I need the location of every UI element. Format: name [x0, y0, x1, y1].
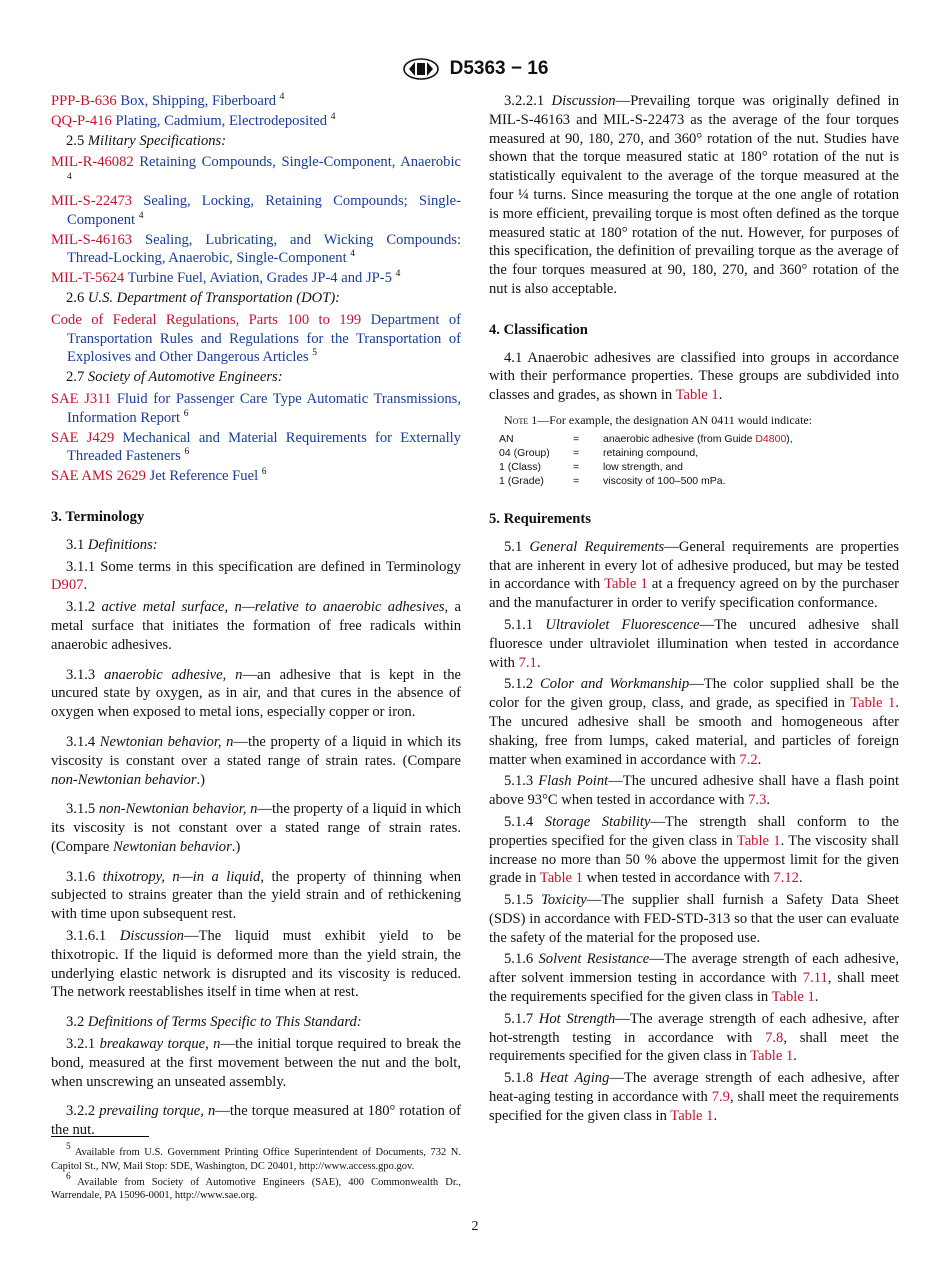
section-number: 5.1.3 — [504, 773, 539, 790]
paragraph-text: —The average strength of each adhesive, after hot-strength testing in accordance with — [489, 1010, 900, 1046]
designation-row — [499, 460, 793, 474]
section-3-1-6 — [51, 868, 461, 924]
link-7-1[interactable]: 7.1 — [518, 654, 537, 671]
section-number: 5.1.1 — [504, 616, 546, 633]
section-title: Society of Automotive Engineers: — [87, 369, 283, 386]
paragraph-text: —the property of a liquid in which its viscosity is constant over a stated range of strain rates. (Compare — [51, 733, 461, 769]
paragraph-text: , a metal surface that initiates the formation of free radicals within anaerobic adhesives. — [51, 599, 461, 653]
term: Discussion — [551, 93, 616, 109]
section-3-2 — [51, 1013, 461, 1032]
heading-requirements: 5. Requirements — [489, 510, 591, 527]
section-3-1-6-1 — [51, 927, 461, 1002]
reference-qq-p-416 — [51, 112, 461, 131]
reference-code[interactable]: MIL-R-46082 — [51, 154, 134, 171]
section-3-1-1 — [51, 558, 461, 596]
footnote-rule — [51, 1136, 149, 1137]
section-5-1-4 — [489, 813, 899, 888]
paragraph-text: —The strength shall conform to the properties specified for the given class in — [489, 813, 899, 849]
link-d4800[interactable]: D4800 — [755, 432, 787, 445]
paragraph-text: . — [798, 870, 803, 887]
section-3-1 — [51, 536, 461, 555]
reference-sae-j429 — [51, 429, 461, 467]
footnote-5 — [51, 1142, 461, 1174]
term: General Requirements — [529, 538, 665, 555]
link-7-3[interactable]: 7.3 — [748, 792, 767, 809]
paragraph-text: , shall meet the requirements specified for the given class in — [489, 1029, 899, 1065]
footnote-marker: 6 — [183, 408, 189, 419]
section-number: 2.5 — [66, 132, 88, 149]
reference-code[interactable]: MIL-S-22473 — [51, 192, 133, 209]
footnote-marker: 5 — [312, 348, 317, 359]
link-table-1[interactable]: Table 1 — [750, 1048, 794, 1065]
paragraph-text: —Prevailing torque was originally defined in MIL-S-46163 and MIL-S-22473 as the average of the four torques measured at 90, 180, 270, and 360° rotation of the nut. Studies have shown that the torque measured static at 180° rotation of the nut is statistically equivalent to the average of the torque measured at the four ¼ turns. Since measuring the torque at the one angle of rotation is more efficient, prevailing torque is most often defined as the torque measured static at 180° rotation of the nut. However, for purposes of this specification, the definition of prevailing torque as the average of the four torques measured at 90, 180, 270, and 360° rotation of the nut is also acceptable. — [489, 93, 899, 297]
designation-meaning: retaining compound, — [603, 446, 699, 459]
footnotes — [51, 1142, 461, 1205]
section-number: 5.1.2 — [504, 676, 540, 693]
link-7-11[interactable]: 7.11 — [802, 970, 828, 987]
section-number: 5.1 — [504, 538, 530, 555]
link-7-12[interactable]: 7.12 — [773, 870, 799, 887]
section-number: 3.1.3 — [66, 666, 105, 683]
section-5-1-5 — [489, 891, 899, 947]
designation-code: 04 (Group) — [499, 446, 550, 459]
reference-cfr — [51, 311, 461, 367]
paragraph-text: .) — [196, 771, 206, 788]
note-1 — [489, 413, 899, 428]
section-3-1-3 — [51, 666, 461, 722]
term: thixotropy, n—in a liquid — [102, 868, 261, 885]
reference-code[interactable]: PPP-B-636 — [51, 93, 117, 109]
section-4-1 — [489, 349, 899, 405]
footnote-6 — [51, 1171, 461, 1204]
link-table-1[interactable]: Table 1 — [736, 832, 781, 849]
term: Flash Point — [538, 773, 609, 790]
designation-row — [499, 432, 793, 446]
paragraph-text: . — [814, 989, 819, 1006]
section-5-1-2 — [489, 675, 899, 769]
heading-terminology: 3. Terminology — [51, 508, 145, 525]
footnote-text: Available from Society of Automotive Engineers (SAE), 400 Commonwealth Dr., Warrendale, PA 15096-0001, http://www.sae.org. — [51, 1176, 461, 1202]
equals-sign: = — [573, 474, 580, 487]
paragraph-text: . The uncured adhesive shall be smooth and homogeneous after shaking, free from lumps, caked material, and particles of foreign matter when examined in accordance with — [489, 695, 899, 768]
section-title: Definitions: — [87, 536, 158, 553]
paragraph-text: . — [713, 1107, 718, 1124]
link-7-2[interactable]: 7.2 — [739, 751, 758, 768]
paragraph-text: at a frequency agreed on by the purchaser and the manufacturer in order to verify specification conformance. — [489, 576, 899, 612]
page-header — [0, 58, 950, 80]
footnote-marker: 4 — [350, 249, 356, 260]
footnote-marker: 4 — [67, 172, 72, 183]
paragraph-text: —The supplier shall furnish a Safety Data Sheet (SDS) in accordance with FED-STD-313 so that the user can evaluate the safety of the material for the proposed use. — [489, 892, 899, 946]
term: breakaway torque, n — [99, 1036, 221, 1053]
paragraph-text: —The average strength of each adhesive, after solvent immersion testing in accordance with — [489, 951, 899, 987]
term: Toxicity — [541, 892, 587, 909]
paragraph-text: . — [766, 792, 771, 809]
reference-code[interactable]: SAE J429 — [51, 429, 115, 446]
term: Solvent Resistance — [538, 951, 650, 968]
section-number: 5.1.5 — [504, 892, 542, 909]
term-reference: Newtonian behavior — [113, 838, 232, 855]
section-2-7 — [51, 368, 461, 387]
reference-code[interactable]: Code of Federal Regulations, Parts 100 to 199 — [51, 311, 362, 328]
equals-sign: = — [573, 460, 580, 473]
link-7-8[interactable]: 7.8 — [765, 1029, 784, 1046]
designation-row — [499, 474, 793, 488]
section-number: 5.1.4 — [504, 813, 545, 830]
section-number: 3.1 — [66, 536, 88, 553]
section-number: 3.2.2 — [66, 1103, 100, 1120]
term: Storage Stability — [544, 813, 651, 830]
page-number: 2 — [471, 1219, 479, 1234]
paragraph-text: . The viscosity shall increase no more than 50 % above the uppermost limit for the given grade in — [489, 832, 899, 887]
equals-sign: = — [573, 446, 580, 459]
designation-meaning: viscosity of 100–500 mPa. — [603, 474, 726, 487]
link-table-1[interactable]: Table 1 — [675, 387, 719, 404]
paragraph-text: 3.1.1 Some terms in this specification are defined in Terminology — [66, 558, 461, 575]
term: Newtonian behavior, n — [99, 733, 234, 750]
heading-classification: 4. Classification — [489, 321, 588, 338]
section-5-1-8 — [489, 1069, 899, 1125]
footnote-text: Available from U.S. Government Printing Office Superintendent of Documents, 732 N. Capitol St., NW, Mail Stop: SDE, Washington, DC 20401, http://www.access.gpo.gov. — [51, 1147, 461, 1172]
reference-code[interactable]: SAE AMS 2629 — [51, 468, 146, 485]
term: Color and Workmanship — [539, 676, 690, 693]
reference-code[interactable]: MIL-S-46163 — [51, 231, 133, 248]
section-title: Definitions of Terms Specific to This Standard: — [87, 1014, 362, 1031]
section-number: 2.7 — [66, 369, 88, 386]
paragraph-text: —The liquid must exhibit yield to be thixotropic. If the liquid is deformed more than the yield strain, the underlying elastic network is disrupted and its viscosity is reduced. The network reestablishes itself in time when at rest. — [51, 928, 462, 1001]
reference-title[interactable]: Jet Reference Fuel — [145, 468, 262, 485]
reference-code[interactable]: QQ-P-416 — [51, 112, 112, 129]
designation-code: 1 (Grade) — [499, 474, 544, 487]
section-5-1-3 — [489, 772, 899, 810]
term: Hot Strength — [538, 1010, 616, 1027]
link-table-1[interactable]: Table 1 — [539, 870, 583, 887]
astm-logo-icon — [402, 58, 440, 80]
footnote-marker: 6 — [261, 467, 267, 478]
paragraph-text: . — [757, 751, 762, 768]
reference-mil-s-22473 — [51, 192, 461, 230]
footnote-marker: 4 — [330, 111, 336, 122]
designation-table — [499, 432, 793, 488]
paragraph-text: —The uncured adhesive shall fluoresce under ultraviolet illumination when tested in accordance with — [489, 616, 899, 671]
reference-title[interactable]: Sealing, Locking, Retaining Compounds; Single-Component — [67, 192, 461, 228]
section-number: 3.1.6 — [66, 868, 103, 885]
note-text: 1—For example, the designation AN 0411 would indicate: — [528, 412, 813, 427]
reference-sae-j311 — [51, 390, 461, 428]
paragraph-text: 4.1 Anaerobic adhesives are classified into groups in accordance with their performance properties. These groups are subdivided into classes and grades, as shown in — [489, 349, 899, 404]
section-title: U.S. Department of Transportation (DOT): — [87, 289, 341, 306]
right-column — [489, 92, 899, 1129]
section-3-1-4 — [51, 733, 461, 789]
note-label: Note — [504, 412, 529, 427]
paragraph-text: —the initial torque required to break the bond, measured at the first movement between the nut and the bolt, when unscrewing an unseated assembly. — [51, 1036, 462, 1090]
footnote-marker: 4 — [279, 92, 285, 102]
paragraph-text: . — [793, 1048, 797, 1065]
designation-code: 1 (Class) — [499, 460, 542, 473]
reference-mil-r-46082 — [51, 153, 461, 191]
reference-mil-t-5624 — [51, 269, 461, 288]
section-number: 3.1.4 — [66, 733, 100, 750]
section-2-6 — [51, 289, 461, 308]
paragraph-text: , shall meet the requirements specified for the given class in — [489, 1089, 899, 1124]
link-d907[interactable]: D907 — [51, 577, 84, 594]
designation-meaning — [603, 432, 793, 446]
paragraph-text: —The uncured adhesive shall have a flash point above 93°C when tested in accordance with — [489, 773, 899, 809]
term-reference: non-Newtonian behavior — [51, 771, 197, 788]
section-5-1-7 — [489, 1010, 899, 1066]
reference-code[interactable]: SAE J311 — [51, 390, 112, 407]
link-table-1[interactable]: Table 1 — [604, 576, 648, 593]
reference-title[interactable]: Plating, Cadmium, Electrodeposited — [111, 112, 331, 129]
reference-title[interactable]: Department of Transportation Rules and Regulations for the Transportation of Explosives and Other Dangerous Articles — [67, 311, 462, 366]
section-number: 3.2.2.1 — [504, 93, 552, 109]
designation-meaning: low strength, and — [603, 460, 683, 473]
paragraph-text: —an adhesive that is kept in the uncured state by oxygen, as in air, and that cures in the absence of oxygen when exposed to metal ions, especially copper or iron. — [51, 666, 461, 721]
term: Discussion — [119, 928, 184, 945]
paragraph-text: when tested in accordance with — [582, 870, 774, 887]
paragraph-text: —General requirements are properties that are inherent in every lot of adhesive produced, but may be tested in accordance with — [489, 538, 899, 593]
reference-sae-ams-2629 — [51, 467, 461, 486]
section-number: 5.1.6 — [504, 951, 539, 968]
section-2-5 — [51, 132, 461, 151]
section-3-1-5 — [51, 800, 461, 856]
link-table-1[interactable]: Table 1 — [850, 695, 896, 712]
section-3-1-2 — [51, 598, 461, 654]
paragraph-text: . — [83, 577, 88, 594]
reference-title[interactable]: Sealing, Lubricating, and Wicking Compounds: Thread-Locking, Anaerobic, Single-Component — [67, 231, 461, 267]
equals-sign: = — [573, 432, 580, 445]
designation-row — [499, 446, 793, 460]
term: non-Newtonian behavior, n — [98, 801, 258, 818]
footnote-number: 6 — [66, 1171, 71, 1182]
term: Heat Aging — [539, 1070, 610, 1087]
paragraph-text: —The color supplied shall be the color for the given group, class, and grade, as specified in — [489, 676, 899, 712]
paragraph-text: —The average strength of each adhesive, after heat-aging testing in accordance with — [489, 1070, 899, 1106]
left-column — [51, 92, 461, 1143]
section-3-2-2-1 — [489, 92, 899, 299]
designation-code: AN — [499, 432, 514, 445]
paragraph-text: . — [536, 654, 541, 671]
paragraph-text: , shall meet the requirements specified for the given class in — [489, 970, 899, 1006]
term: Ultraviolet Fluorescence — [545, 616, 700, 633]
section-number: 5.1.8 — [504, 1070, 540, 1087]
reference-title[interactable]: Mechanical and Material Requirements for Externally Threaded Fasteners — [67, 429, 461, 465]
reference-title[interactable]: Fluid for Passenger Care Type Automatic Transmissions, Information Report — [67, 390, 461, 426]
document-code: D5363 − 16 — [449, 58, 549, 79]
term: active metal surface, n—relative to anaerobic adhesives — [101, 599, 445, 616]
paragraph-text: .) — [231, 838, 241, 855]
section-number: 3.1.2 — [66, 599, 102, 616]
meaning-text: ), — [786, 432, 793, 445]
reference-mil-s-46163 — [51, 231, 461, 269]
section-number: 3.1.5 — [66, 801, 99, 818]
section-number: 5.1.7 — [504, 1010, 539, 1027]
link-7-9[interactable]: 7.9 — [711, 1089, 730, 1106]
reference-code[interactable]: MIL-T-5624 — [51, 270, 125, 287]
section-5-1 — [489, 538, 899, 613]
footnote-marker: 6 — [184, 447, 190, 458]
reference-title[interactable]: Box, Shipping, Fiberboard — [116, 93, 280, 109]
reference-title[interactable]: Turbine Fuel, Aviation, Grades JP-4 and JP-5 — [124, 270, 396, 287]
footnote-marker: 4 — [138, 210, 144, 221]
paragraph-text: —the property of a liquid in which its viscosity is not constant over a stated range of strain rates. (Compare — [51, 801, 461, 855]
term: anaerobic adhesive, n — [104, 666, 243, 683]
section-number: 3.2 — [66, 1014, 88, 1031]
paragraph-text: —the torque measured at 180° rotation of the nut. — [51, 1103, 461, 1139]
section-number: 3.1.6.1 — [66, 928, 120, 945]
term: prevailing torque, n — [99, 1103, 216, 1120]
link-table-1[interactable]: Table 1 — [670, 1107, 714, 1124]
footnote-marker: 4 — [395, 269, 401, 280]
reference-ppp-b-636 — [51, 92, 461, 111]
section-title: Military Specifications: — [87, 132, 227, 149]
section-5-1-6 — [489, 950, 899, 1006]
section-3-2-2 — [51, 1102, 461, 1140]
meaning-text: anaerobic adhesive (from Guide — [603, 432, 756, 445]
reference-title[interactable]: Retaining Compounds, Single-Component, Anaerobic — [133, 154, 461, 171]
section-3-2-1 — [51, 1035, 461, 1091]
section-number: 2.6 — [66, 289, 88, 306]
section-number: 3.2.1 — [66, 1036, 100, 1053]
link-table-1[interactable]: Table 1 — [771, 989, 815, 1006]
footnote-number: 5 — [66, 1142, 71, 1152]
paragraph-text: , the property of thinning when subjected to strains greater than the yield strain and of rethickening with time upon subsequent rest. — [51, 868, 461, 923]
paragraph-text: . — [718, 387, 723, 404]
section-5-1-1 — [489, 616, 899, 672]
